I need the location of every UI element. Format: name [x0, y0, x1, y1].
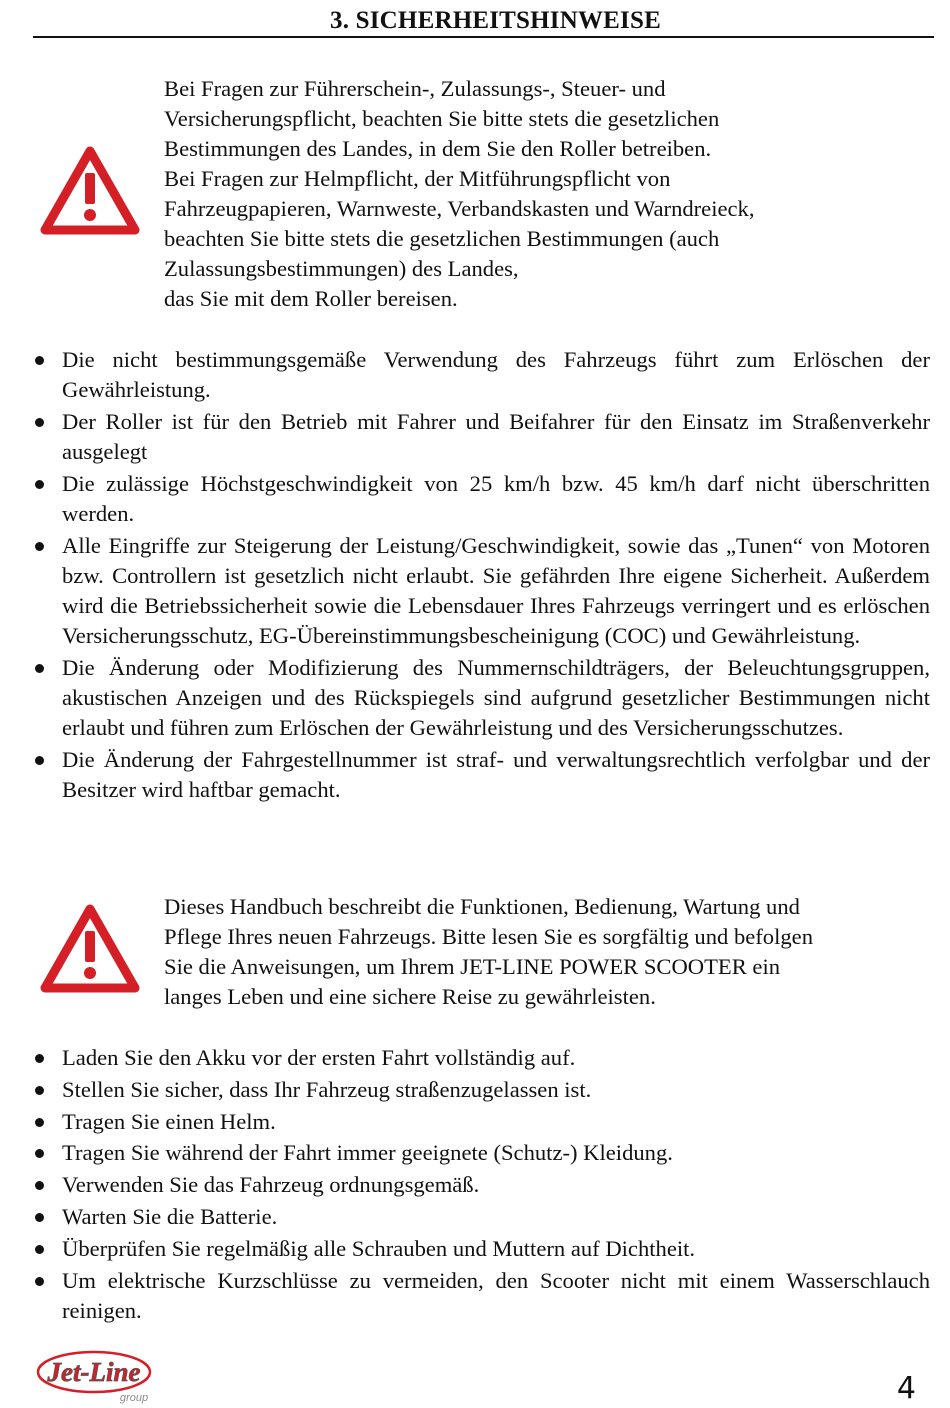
list-item-text: Die nicht bestimmungsgemäße Verwendung des Fahrzeugs führt zum Erlöschen der Gewährleistung.: [62, 347, 930, 402]
list-item: [30, 1170, 930, 1200]
list-item: [30, 407, 930, 467]
bullet-icon: [35, 1086, 44, 1095]
bullet-icon: [35, 1277, 44, 1286]
list-item-text: Die zulässige Höchstgeschwindigkeit von 25 km/h bzw. 45 km/h darf nicht überschritten werden.: [62, 471, 930, 526]
warning-line: Sie die Anweisungen, um Ihrem JET-LINE POWER SCOOTER ein: [164, 954, 781, 979]
warning-line: Pflege Ihres neuen Fahrzeugs. Bitte lesen Sie es sorgfältig und befolgen: [164, 924, 813, 949]
bullet-icon: [35, 542, 44, 551]
warning-line: Dieses Handbuch beschreibt die Funktionen, Bedienung, Wartung und: [164, 894, 800, 919]
list-item: [30, 745, 930, 805]
list-item-text: Überprüfen Sie regelmäßig alle Schrauben und Muttern auf Dichtheit.: [62, 1235, 696, 1261]
list-item: [30, 1138, 930, 1168]
list-item: [30, 1043, 930, 1073]
jet-line-logo: [34, 1346, 156, 1404]
list-item: [30, 653, 930, 743]
list-item-text: Der Roller ist für den Betrieb mit Fahrer und Beifahrer für den Einsatz im Straßenverkehr ausgelegt: [62, 409, 930, 464]
bullet-icon: [35, 1213, 44, 1222]
warning-line: Bei Fragen zur Führerschein-, Zulassungs-, Steuer- und: [164, 76, 666, 101]
safety-bullet-list-2: [30, 1043, 930, 1327]
list-item-text: Die Änderung der Fahrgestellnummer ist straf- und verwaltungsrechtlich verfolgbar und der Besitzer wird haftbar gemacht.: [62, 747, 930, 802]
list-item-text: Verwenden Sie das Fahrzeug ordnungsgemäß.: [62, 1172, 480, 1198]
bullet-icon: [35, 664, 44, 673]
page-number: 4: [896, 1371, 916, 1406]
warning-line: beachten Sie bitte stets die gesetzlichen Bestimmungen (auch: [164, 226, 720, 251]
bullet-icon: [35, 756, 44, 765]
warning-text-2: [164, 892, 924, 1012]
list-item: [30, 1266, 930, 1326]
list-item-text: Warten Sie die Batterie.: [62, 1203, 278, 1229]
bullet-icon: [35, 1054, 44, 1063]
logo-subtext: group: [119, 1392, 149, 1404]
list-item: [30, 1075, 930, 1105]
list-item: [30, 1202, 930, 1232]
list-item: [30, 1234, 930, 1264]
list-item: [30, 345, 930, 405]
bullet-icon: [35, 356, 44, 365]
list-item-text: Stellen Sie sicher, dass Ihr Fahrzeug straßenzugelassen ist.: [62, 1076, 592, 1102]
section-heading: [33, 6, 934, 38]
warning-line: langes Leben und eine sichere Reise zu gewährleisten.: [164, 984, 656, 1009]
warning-line: Zulassungsbestimmungen) des Landes,: [164, 256, 519, 281]
warning-text-1: [164, 74, 924, 314]
bullet-icon: [35, 1118, 44, 1127]
list-item-text: Alle Eingriffe zur Steigerung der Leistung/Geschwindigkeit, sowie das „Tunen“ von Motoren bzw. Controllern ist gesetzlich nicht erlaubt. Sie gefährden Ihre eigene Sicherheit. Außerdem wird die Betriebssicherheit sowie die Lebensdauer Ihres Fahrzeugs verringert und es erlöschen Versicherungsschutz, EG-Übereinstimmungsbescheinigung (COC) und Gewährleistung.: [62, 533, 930, 648]
list-item-text: Laden Sie den Akku vor der ersten Fahrt vollständig auf.: [62, 1045, 576, 1070]
section-title: 3. SICHERHEITSHINWEISE: [330, 7, 661, 34]
warning-line: das Sie mit dem Roller bereisen.: [164, 286, 458, 311]
warning-line: Bestimmungen des Landes, in dem Sie den Roller betreiben.: [164, 136, 712, 161]
warning-triangle-icon: [40, 145, 140, 235]
bullet-icon: [35, 1245, 44, 1254]
bullet-icon: [35, 480, 44, 489]
logo-text: Jet-Line: [47, 1357, 141, 1387]
warning-line: Fahrzeugpapieren, Warnweste, Verbandskasten und Warndreieck,: [164, 196, 755, 221]
list-item-text: Tragen Sie während der Fahrt immer geeignete (Schutz-) Kleidung.: [62, 1140, 673, 1166]
list-item: [30, 1107, 930, 1137]
warning-triangle-icon: [40, 903, 140, 993]
bullet-icon: [35, 1149, 44, 1158]
list-item-text: Die Änderung oder Modifizierung des Nummernschildträgers, der Beleuchtungsgruppen, akustischen Anzeigen und des Rückspiegels sind aufgrund gesetzlicher Bestimmungen nicht erlaubt und führen zum Erlöschen der Gewährleistung und des Versicherungsschutzes.: [62, 655, 930, 740]
warning-line: Bei Fragen zur Helmpflicht, der Mitführungspflicht von: [164, 166, 671, 191]
list-item: [30, 469, 930, 529]
bullet-icon: [35, 1181, 44, 1190]
safety-bullet-list-1: [30, 345, 930, 807]
bullet-icon: [35, 418, 44, 427]
list-item-text: Tragen Sie einen Helm.: [62, 1108, 276, 1134]
list-item-text: Um elektrische Kurzschlüsse zu vermeiden, den Scooter nicht mit einem Wasserschlauch reinigen.: [62, 1267, 930, 1323]
warning-line: Versicherungspflicht, beachten Sie bitte stets die gesetzlichen: [164, 106, 720, 131]
list-item: [30, 531, 930, 651]
